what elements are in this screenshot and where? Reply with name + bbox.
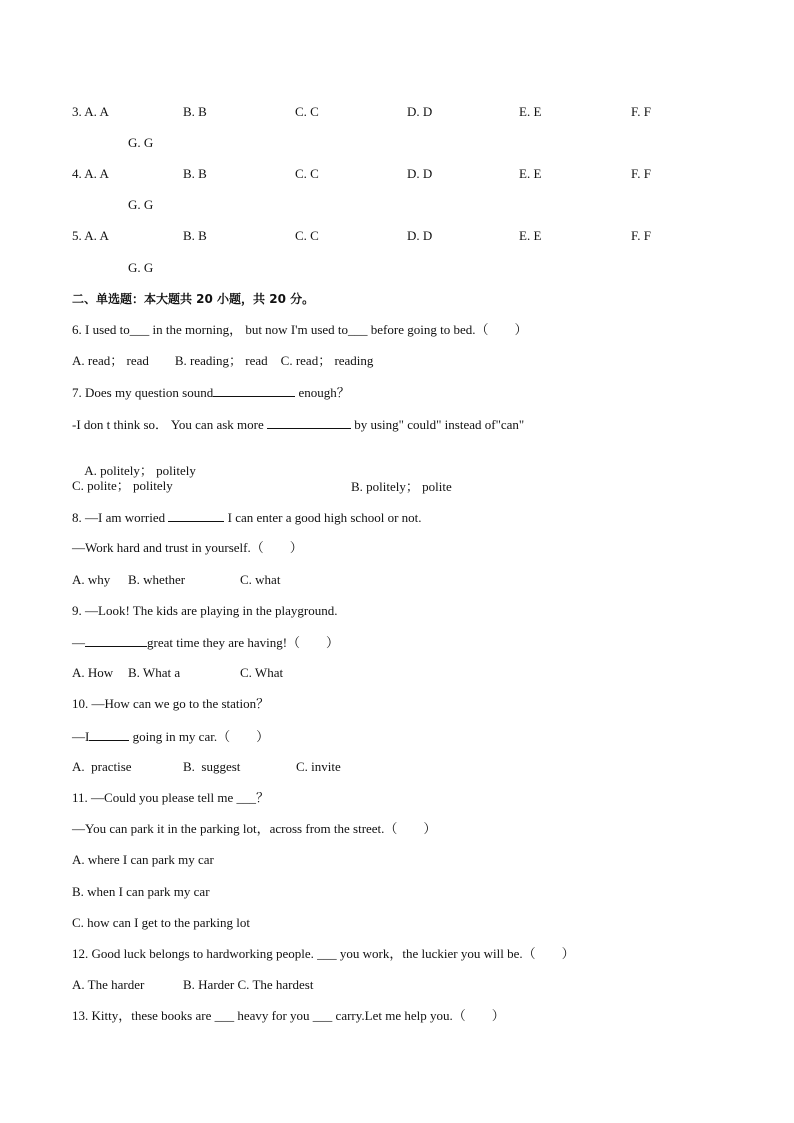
question-9-option-a: A. How bbox=[72, 665, 114, 680]
question-3-option-b: B. B bbox=[183, 104, 207, 119]
question-9-options bbox=[72, 665, 732, 681]
question-7-option-b: B. politely； polite bbox=[351, 479, 452, 494]
question-11-option-b: B. when I can park my car bbox=[72, 884, 210, 899]
question-10-reply-start: —I bbox=[72, 729, 90, 744]
question-7-option-c: C. polite； politely bbox=[72, 478, 173, 493]
question-5-option-c: C. C bbox=[295, 228, 319, 243]
question-7-stem bbox=[72, 384, 350, 400]
question-4-option-a bbox=[72, 166, 109, 182]
question-10-reply-end: going in my car.（ ） bbox=[129, 729, 270, 744]
question-10-option-c: C. invite bbox=[296, 759, 341, 774]
question-3-option-d: D. D bbox=[407, 104, 433, 119]
question-3-options-row2 bbox=[72, 135, 732, 151]
option-label: A. A bbox=[84, 104, 109, 119]
question-8-reply: —Work hard and trust in yourself.（ ） bbox=[72, 540, 303, 555]
question-7-reply-end: by using" could" instead of"can" bbox=[351, 417, 525, 432]
question-7-reply-start: -I don t think so． You can ask more bbox=[72, 417, 267, 432]
option-label: A. A bbox=[84, 228, 109, 243]
question-12-options bbox=[72, 977, 732, 993]
question-5-option-b: B. B bbox=[183, 228, 207, 243]
question-5-option-a bbox=[72, 228, 109, 244]
question-10-option-b: B. suggest bbox=[183, 759, 241, 774]
answer-blank bbox=[267, 416, 351, 429]
question-4-option-c: C. C bbox=[295, 166, 319, 181]
question-3-option-f: F. F bbox=[631, 104, 651, 119]
question-4-options-row2 bbox=[72, 197, 732, 213]
question-8-option-a: A. why bbox=[72, 572, 111, 587]
question-12-option-a: A. The harder bbox=[72, 977, 145, 992]
question-7-stem-start: 7. Does my question sound bbox=[72, 385, 214, 400]
question-5-option-g: G. G bbox=[128, 260, 154, 275]
question-3-option-e: E. E bbox=[519, 104, 542, 119]
answer-blank bbox=[89, 728, 129, 741]
question-4-options bbox=[72, 166, 732, 182]
answer-blank bbox=[213, 384, 295, 397]
section-heading: 二、单选题：本大题共 20 小题，共 20 分。 bbox=[72, 292, 315, 306]
question-7-reply bbox=[72, 416, 524, 432]
question-9-reply-start: — bbox=[72, 635, 85, 650]
question-5-option-d: D. D bbox=[407, 228, 433, 243]
question-9-stem: 9. —Look! The kids are playing in the playground. bbox=[72, 603, 338, 618]
question-9-option-c: C. What bbox=[240, 665, 284, 680]
question-11-option-c: C. how can I get to the parking lot bbox=[72, 915, 250, 930]
question-11-stem: 11. —Could you please tell me ___？ bbox=[72, 790, 270, 805]
question-13-stem: 13. Kitty，these books are ___ heavy for you ___ carry.Let me help you.（ ） bbox=[72, 1008, 505, 1023]
question-6-stem: 6. I used to___ in the morning， but now I'm used to___ before going to bed.（ ） bbox=[72, 322, 528, 337]
question-9-reply bbox=[72, 634, 339, 650]
option-label: A. A bbox=[84, 166, 109, 181]
question-5-option-e: E. E bbox=[519, 228, 542, 243]
question-8-option-b: B. whether bbox=[128, 572, 186, 587]
question-10-option-a: A. practise bbox=[72, 759, 132, 774]
answer-blank bbox=[85, 634, 147, 647]
question-number: 5. bbox=[72, 228, 82, 243]
question-4-option-b: B. B bbox=[183, 166, 207, 181]
question-8-option-c: C. what bbox=[240, 572, 281, 587]
question-3-option-c: C. C bbox=[295, 104, 319, 119]
question-8-stem-end: I can enter a good high school or not. bbox=[224, 510, 422, 525]
question-12-option-bc: B. Harder C. The hardest bbox=[183, 977, 314, 992]
question-number: 4. bbox=[72, 166, 82, 181]
question-11-option-a: A. where I can park my car bbox=[72, 852, 214, 867]
question-3-option-g: G. G bbox=[128, 135, 154, 150]
answer-blank bbox=[168, 509, 224, 522]
question-4-option-g: G. G bbox=[128, 197, 154, 212]
question-9-option-b: B. What a bbox=[128, 665, 181, 680]
question-5-options bbox=[72, 228, 732, 244]
question-3-option-a bbox=[72, 104, 109, 120]
question-4-option-d: D. D bbox=[407, 166, 433, 181]
question-3-options bbox=[72, 104, 732, 120]
question-8-options bbox=[72, 572, 732, 588]
question-10-options bbox=[72, 759, 732, 775]
question-12-stem: 12. Good luck belongs to hardworking people. ___ you work，the luckier you will be.（ ） bbox=[72, 946, 575, 961]
question-number: 3. bbox=[72, 104, 82, 119]
question-11-reply: —You can park it in the parking lot，across from the street.（ ） bbox=[72, 821, 437, 836]
question-4-option-f: F. F bbox=[631, 166, 651, 181]
question-10-stem: 10. —How can we go to the station？ bbox=[72, 696, 270, 711]
question-6-options: A. read； read B. reading； read C. read； reading bbox=[72, 353, 374, 368]
question-8-stem bbox=[72, 509, 422, 525]
question-5-options-row2 bbox=[72, 260, 732, 276]
question-7-stem-end: enough？ bbox=[295, 385, 350, 400]
question-9-reply-end: great time they are having!（ ） bbox=[147, 635, 340, 650]
question-8-stem-start: 8. —I am worried bbox=[72, 510, 169, 525]
question-10-reply bbox=[72, 728, 269, 744]
question-7-option-a: A. politely； politely bbox=[84, 463, 196, 478]
question-5-option-f: F. F bbox=[631, 228, 651, 243]
question-4-option-e: E. E bbox=[519, 166, 542, 181]
